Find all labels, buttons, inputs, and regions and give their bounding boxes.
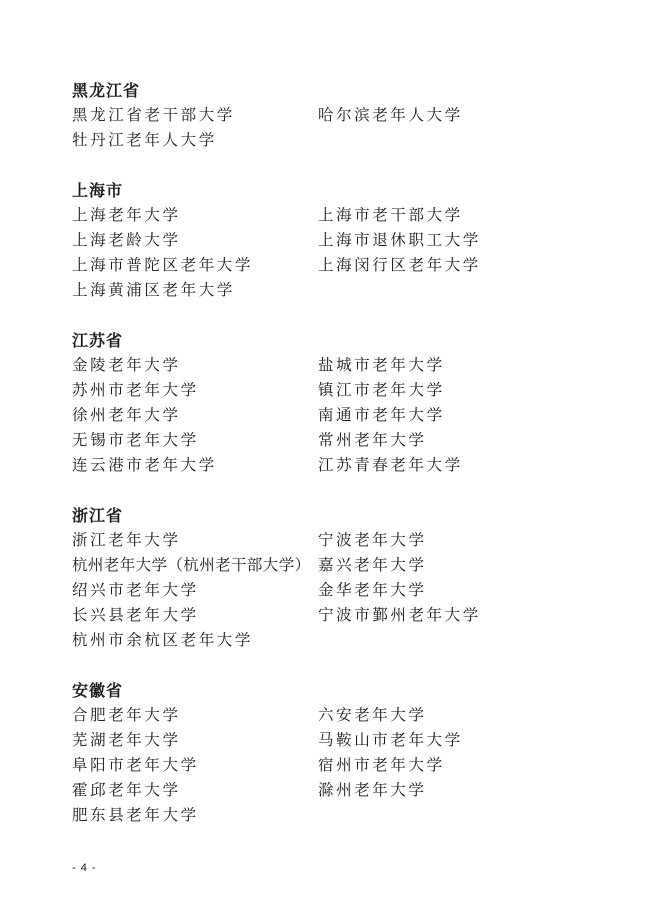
university-name: 徐州老年大学 (72, 406, 181, 424)
university-grid (72, 203, 632, 303)
university-grid (72, 703, 632, 828)
university-name: 宁波老年大学 (318, 531, 427, 549)
university-name: 马鞍山市老年大学 (318, 731, 463, 749)
university-name (318, 128, 564, 153)
university-name: 杭州老年大学（杭州老干部大学） (72, 556, 311, 574)
university-name: 绍兴市老年大学 (72, 581, 199, 599)
university-name: 阜阳市老年大学 (72, 756, 199, 774)
university-name: 黑龙江省老干部大学 (72, 106, 235, 124)
university-name: 哈尔滨老年人大学 (318, 106, 463, 124)
university-list (72, 78, 632, 828)
university-name: 盐城市老年大学 (318, 356, 445, 374)
university-name: 镇江市老年大学 (318, 381, 445, 399)
university-name: 金陵老年大学 (72, 356, 181, 374)
university-name: 江苏青春老年大学 (318, 456, 463, 474)
university-name: 无锡市老年大学 (72, 431, 199, 449)
region-heading: 上海市 (72, 181, 124, 200)
university-name: 上海老年大学 (72, 206, 181, 224)
university-name: 连云港市老年大学 (72, 456, 217, 474)
university-name: 六安老年大学 (318, 706, 427, 724)
university-grid (72, 353, 632, 478)
region-section (72, 328, 632, 478)
region-heading: 江苏省 (72, 331, 124, 350)
university-name (318, 803, 564, 828)
university-name (318, 278, 564, 303)
region-section (72, 178, 632, 303)
university-name: 上海黄浦区老年大学 (72, 281, 235, 299)
university-name: 杭州市余杭区老年大学 (72, 631, 254, 649)
university-name: 苏州市老年大学 (72, 381, 199, 399)
region-heading: 安徽省 (72, 681, 124, 700)
university-name: 霍邱老年大学 (72, 781, 181, 799)
university-name: 上海市普陀区老年大学 (72, 256, 254, 274)
university-name: 常州老年大学 (318, 431, 427, 449)
university-name: 嘉兴老年大学 (318, 556, 427, 574)
university-name: 合肥老年大学 (72, 706, 181, 724)
region-heading: 浙江省 (72, 506, 124, 525)
university-name: 浙江老年大学 (72, 531, 181, 549)
university-name: 长兴县老年大学 (72, 606, 199, 624)
university-name: 牡丹江老年人大学 (72, 131, 217, 149)
university-name: 肥东县老年大学 (72, 806, 199, 824)
document-page (72, 78, 632, 853)
university-name: 上海闵行区老年大学 (318, 256, 481, 274)
page-number: - 4 - (72, 862, 97, 874)
university-grid (72, 103, 632, 153)
region-section (72, 78, 632, 153)
region-heading: 黑龙江省 (72, 81, 141, 100)
university-name: 芜湖老年大学 (72, 731, 181, 749)
university-name: 宿州市老年大学 (318, 756, 445, 774)
university-name: 金华老年大学 (318, 581, 427, 599)
university-name (318, 628, 564, 653)
university-name: 上海市老干部大学 (318, 206, 463, 224)
university-name: 上海市退休职工大学 (318, 231, 481, 249)
university-name: 宁波市鄞州老年大学 (318, 606, 481, 624)
university-name: 滁州老年大学 (318, 781, 427, 799)
region-section (72, 678, 632, 828)
university-name: 上海老龄大学 (72, 231, 181, 249)
region-section (72, 503, 632, 653)
university-name: 南通市老年大学 (318, 406, 445, 424)
university-grid (72, 528, 632, 653)
